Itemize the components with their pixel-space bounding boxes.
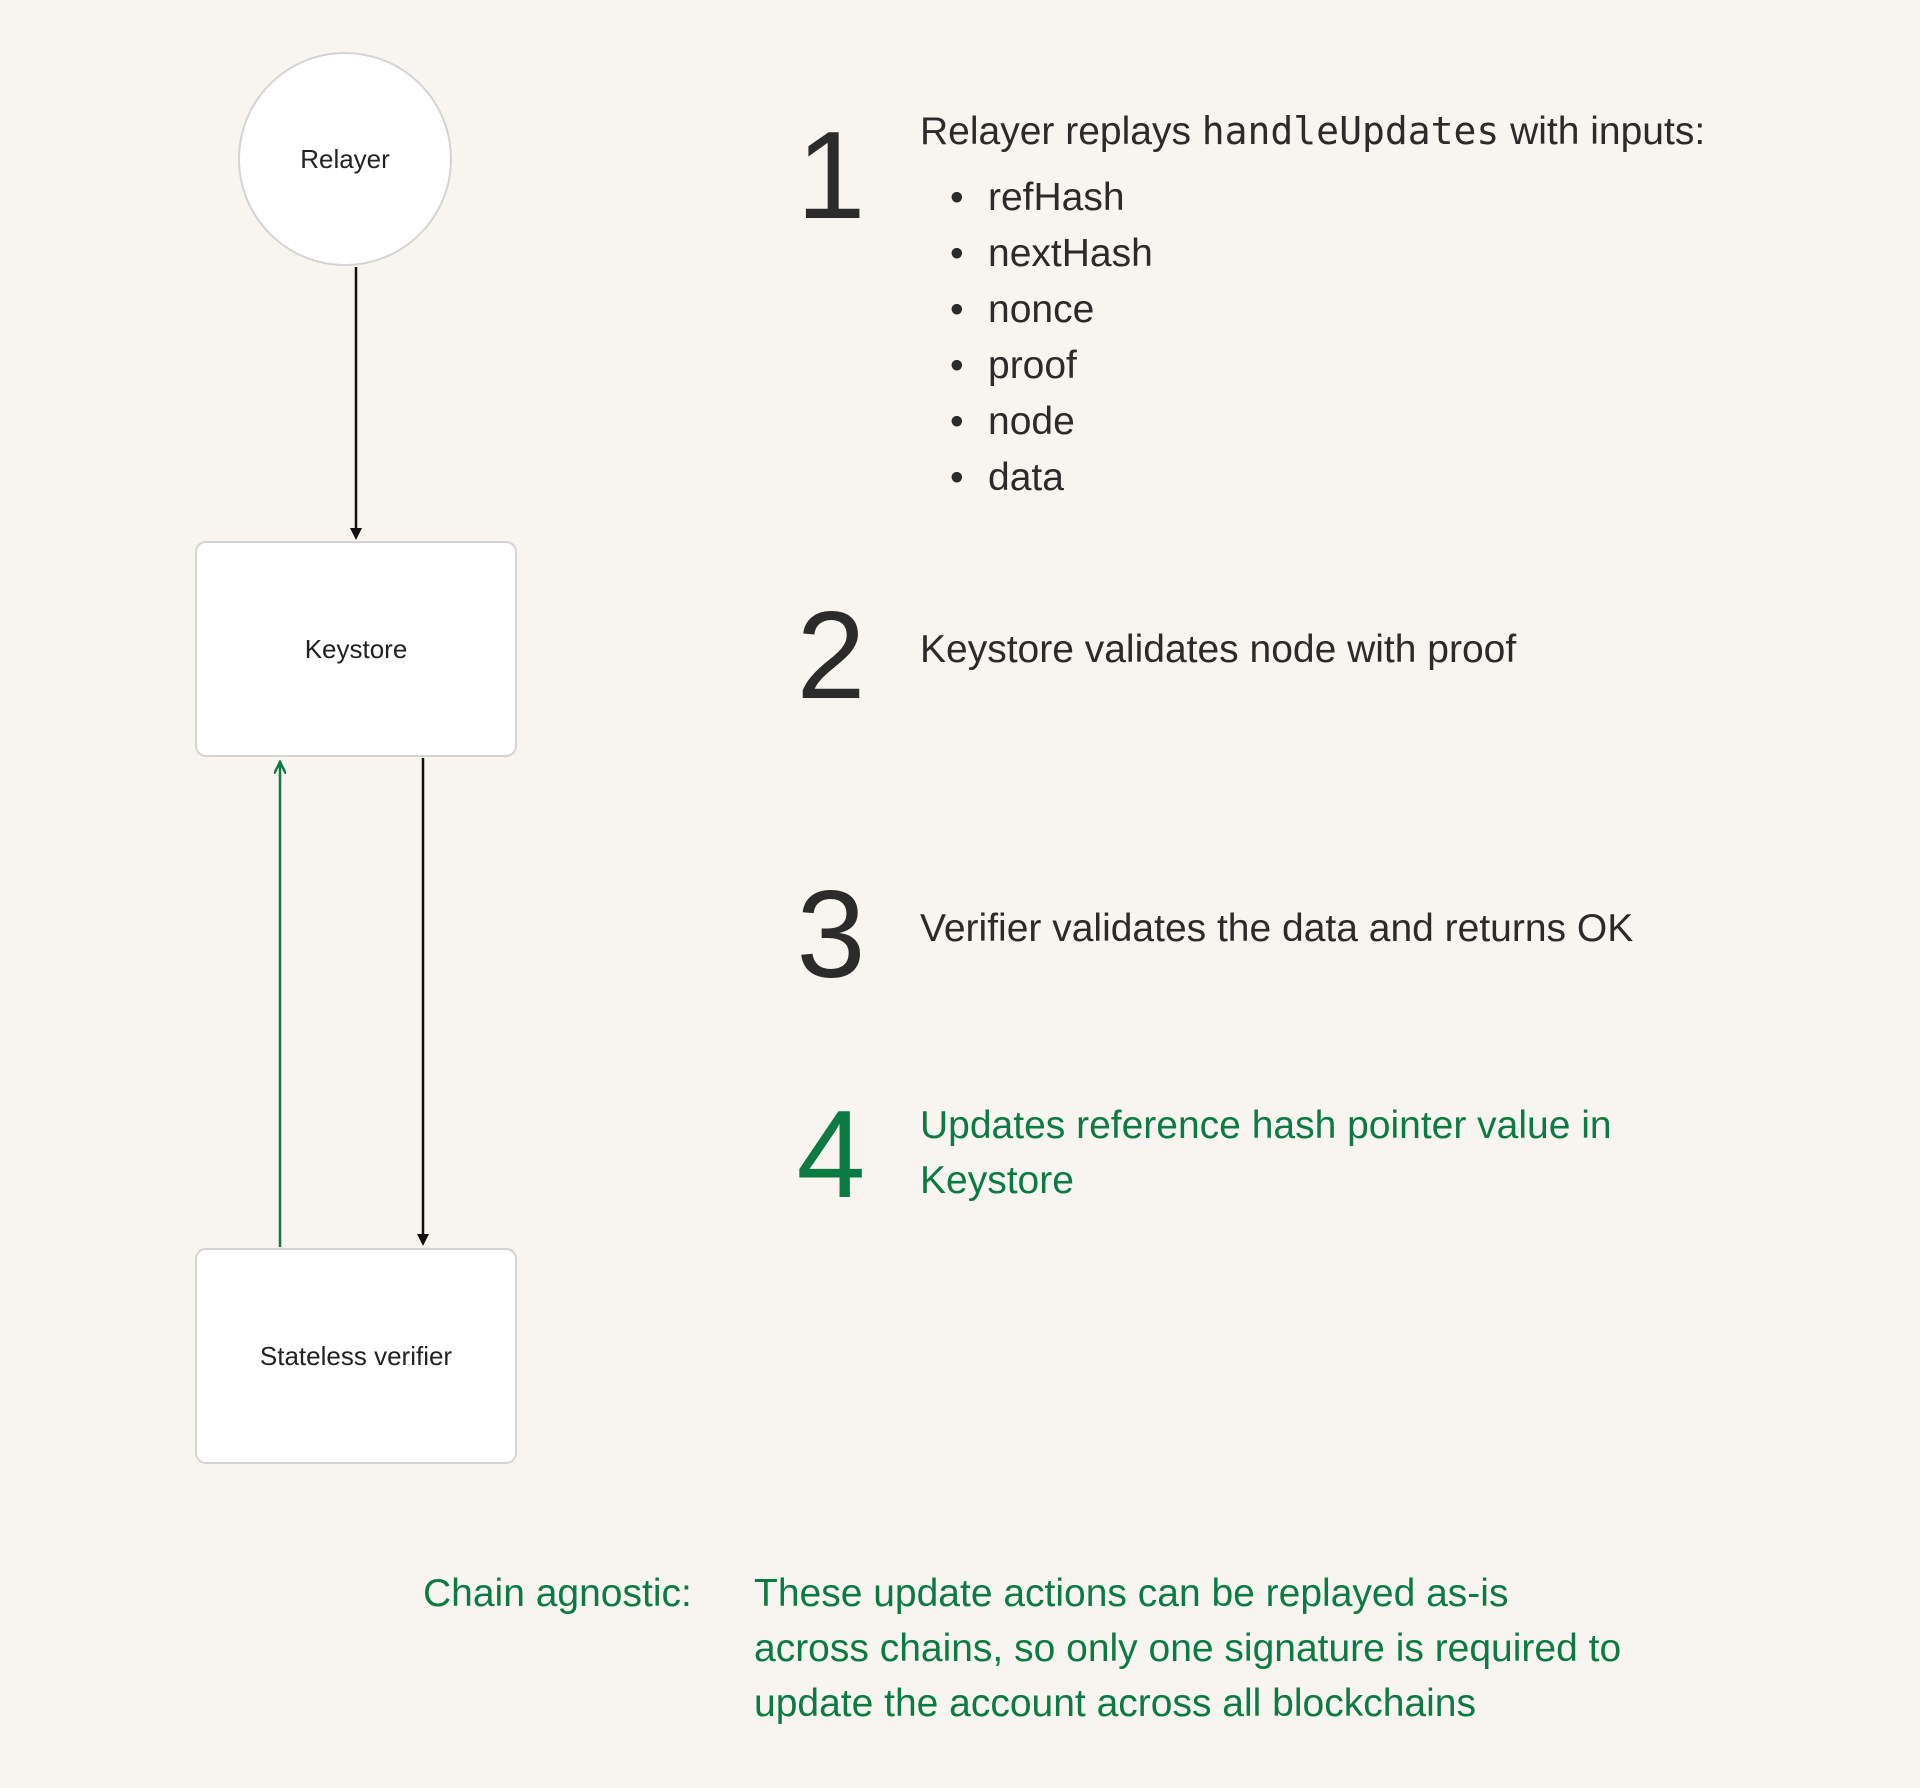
input-item: • proof	[950, 338, 1153, 394]
step-3-text: Verifier validates the data and returns OK	[920, 907, 1634, 950]
input-item: • nonce	[950, 282, 1153, 338]
step-4-line-1: Updates reference hash pointer value in	[920, 1104, 1612, 1147]
verifier-label: Stateless verifier	[259, 1341, 453, 1371]
step-1-inputs-list	[950, 170, 1153, 506]
step-2-number: 2	[796, 587, 866, 725]
footer-text	[754, 1566, 1734, 1731]
keystore-label: Keystore	[304, 634, 408, 664]
footer-line-1: These update actions can be replayed as-is	[754, 1572, 1509, 1615]
step-1-number: 1	[796, 107, 866, 245]
input-item: • nextHash	[950, 226, 1153, 282]
step-2-text: Keystore validates node with proof	[920, 628, 1517, 671]
keystore-node	[196, 542, 516, 756]
step-4-text	[920, 1098, 1612, 1208]
input-item: • node	[950, 394, 1153, 450]
relayer-node	[239, 53, 451, 265]
footer-label: Chain agnostic:	[423, 1572, 692, 1615]
relayer-label: Relayer	[300, 144, 390, 174]
step-4-number: 4	[796, 1086, 866, 1224]
step-1-text	[920, 104, 1705, 159]
step-1-text-before: Relayer replays	[920, 110, 1191, 153]
step-1-text-after: with inputs:	[1510, 110, 1706, 153]
footer-line-3: update the account across all blockchains	[754, 1682, 1476, 1725]
step-1-code: handleUpdates	[1201, 109, 1500, 153]
input-item: • refHash	[950, 170, 1153, 226]
step-3-number: 3	[796, 866, 866, 1004]
step-4-line-2: Keystore	[920, 1159, 1074, 1202]
footer-line-2: across chains, so only one signature is required to	[754, 1627, 1622, 1670]
verifier-node	[196, 1249, 516, 1463]
input-item: • data	[950, 450, 1153, 506]
